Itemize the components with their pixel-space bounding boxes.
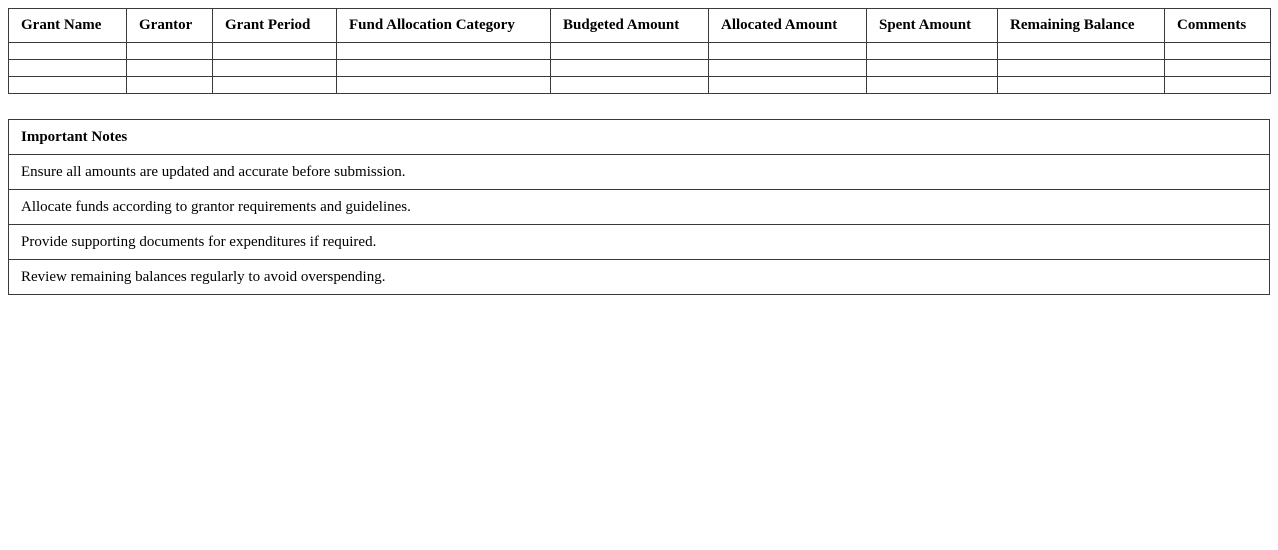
- table-cell[interactable]: [9, 60, 127, 77]
- header-grant-name: Grant Name: [9, 9, 127, 43]
- notes-header-row: [9, 120, 1270, 155]
- table-cell[interactable]: [213, 77, 337, 94]
- note-row: [9, 225, 1270, 260]
- table-cell[interactable]: [9, 77, 127, 94]
- note-item: Review remaining balances regularly to avoid overspending.: [9, 260, 1270, 295]
- grant-allocation-table: [8, 8, 1271, 94]
- table-cell[interactable]: [998, 77, 1165, 94]
- table-cell[interactable]: [1165, 43, 1271, 60]
- table-cell[interactable]: [867, 60, 998, 77]
- header-comments: Comments: [1165, 9, 1271, 43]
- table-cell[interactable]: [551, 60, 709, 77]
- table-cell[interactable]: [127, 77, 213, 94]
- header-fund-allocation-category: Fund Allocation Category: [337, 9, 551, 43]
- table-cell[interactable]: [998, 43, 1165, 60]
- table-cell[interactable]: [9, 43, 127, 60]
- table-cell[interactable]: [337, 43, 551, 60]
- table-cell[interactable]: [709, 43, 867, 60]
- notes-title: Important Notes: [9, 120, 1270, 155]
- header-budgeted-amount: Budgeted Amount: [551, 9, 709, 43]
- note-item: Ensure all amounts are updated and accurate before submission.: [9, 155, 1270, 190]
- table-row: [9, 43, 1271, 60]
- header-allocated-amount: Allocated Amount: [709, 9, 867, 43]
- header-remaining-balance: Remaining Balance: [998, 9, 1165, 43]
- table-cell[interactable]: [551, 43, 709, 60]
- table-header-row: [9, 9, 1271, 43]
- header-spent-amount: Spent Amount: [867, 9, 998, 43]
- note-item: Provide supporting documents for expenditures if required.: [9, 225, 1270, 260]
- table-cell[interactable]: [213, 60, 337, 77]
- table-cell[interactable]: [337, 77, 551, 94]
- note-row: [9, 190, 1270, 225]
- header-grantor: Grantor: [127, 9, 213, 43]
- table-cell[interactable]: [1165, 77, 1271, 94]
- table-cell[interactable]: [127, 60, 213, 77]
- table-cell[interactable]: [551, 77, 709, 94]
- note-row: [9, 155, 1270, 190]
- note-item: Allocate funds according to grantor requirements and guidelines.: [9, 190, 1270, 225]
- header-grant-period: Grant Period: [213, 9, 337, 43]
- table-row: [9, 77, 1271, 94]
- table-cell[interactable]: [867, 77, 998, 94]
- table-cell[interactable]: [709, 60, 867, 77]
- important-notes-table: [8, 119, 1270, 295]
- table-cell[interactable]: [867, 43, 998, 60]
- note-row: [9, 260, 1270, 295]
- table-cell[interactable]: [127, 43, 213, 60]
- table-cell[interactable]: [1165, 60, 1271, 77]
- table-cell[interactable]: [337, 60, 551, 77]
- table-cell[interactable]: [213, 43, 337, 60]
- table-row: [9, 60, 1271, 77]
- table-cell[interactable]: [998, 60, 1165, 77]
- table-cell[interactable]: [709, 77, 867, 94]
